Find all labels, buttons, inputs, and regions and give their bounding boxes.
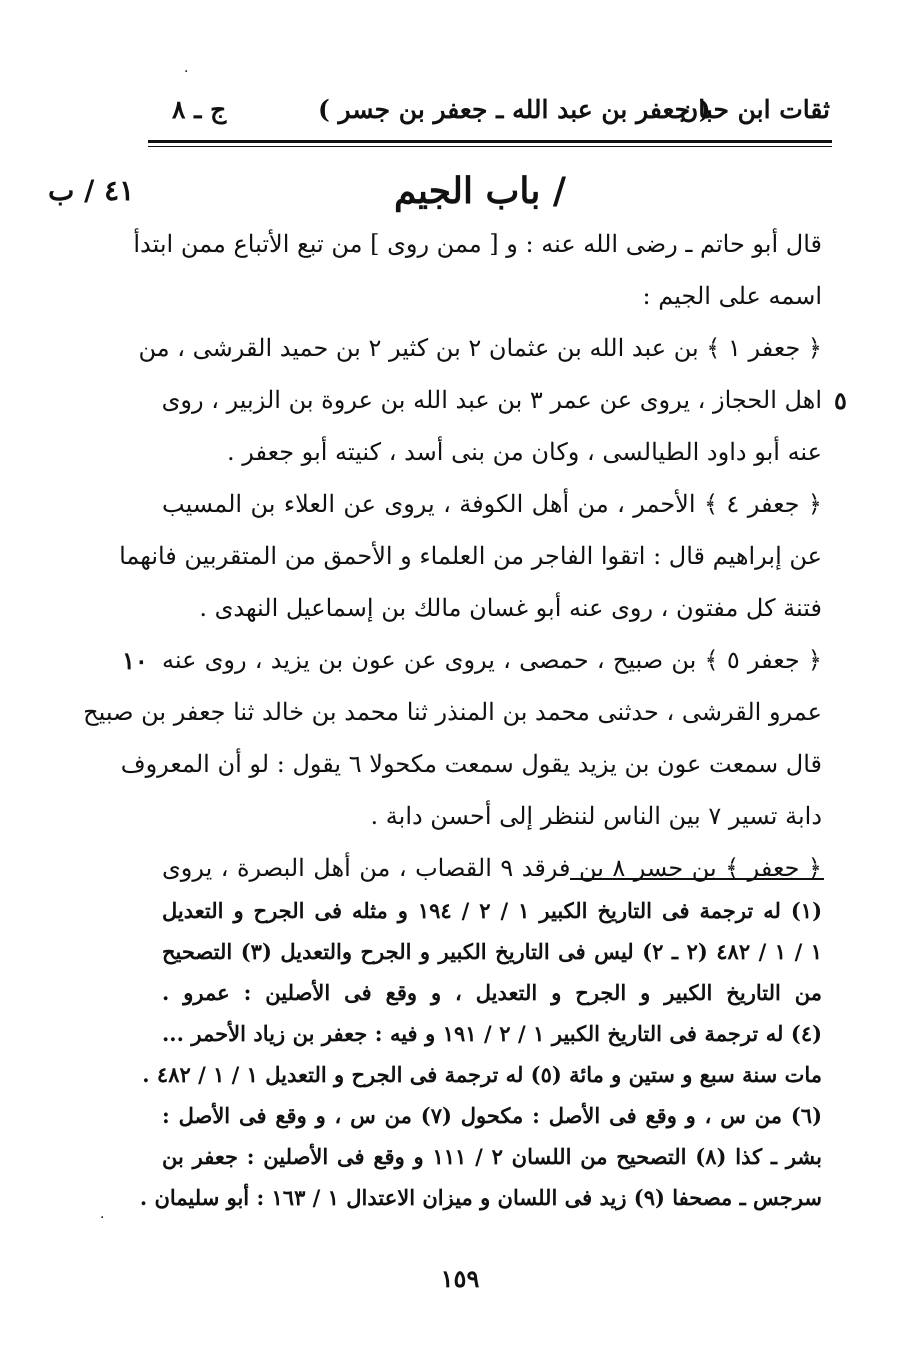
body-line: ﴿ جعفر ﴾ بن جسر ٨ بن فرقد ٩ القصاب ، من أهل البصرة ، يروى (162, 854, 822, 882)
section-label: ( جعفر بن عبد الله ـ جعفر بن جسر ) (318, 95, 711, 124)
footnote-line: من التاريخ الكبير و الجرح و التعديل ، و وقع فى الأصلين : عمرو . (162, 980, 822, 1005)
footnote-line: ١ / ١ / ٤٨٢ (٢ ـ ٢) ليس فى التاريخ الكبير و الجرح والتعديل (٣) التصحيح (162, 939, 823, 964)
chapter-title: / باب الجيم (393, 170, 567, 212)
footnote-line: (٤) له ترجمة فى التاريخ الكبير ١ / ٢ / ١٩١ و فيه : جعفر بن زياد الأحمر ... (162, 1021, 823, 1046)
footnote-line: سرجس ـ مصحفا (٩) زيد فى اللسان و ميزان الاعتدال ١ / ١٦٣ : أبو سليمان . (139, 1185, 822, 1210)
line-number-5: ٥ (834, 386, 847, 415)
page-number: ١٥٩ (440, 1264, 480, 1293)
body-line: اسمه على الجيم : (642, 282, 822, 310)
footnote-line: بشر ـ كذا (٨) التصحيح من اللسان ٢ / ١١١ و وقع فى الأصلين : جعفر بن (162, 1144, 823, 1169)
body-line: ﴿ جعفر ٤ ﴾ الأحمر ، من أهل الكوفة ، يروى عن العلاء بن المسيب (162, 490, 822, 518)
margin-speck: · (184, 64, 189, 80)
body-line: فتنة كل مفتون ، روى عنه أبو غسان مالك بن إسماعيل النهدى . (199, 594, 822, 622)
book-title: ثقات ابن حبان (679, 95, 830, 124)
footnote-line: (٦) من س ، و وقع فى الأصل : مكحول (٧) من س ، و وقع فى الأصل : (162, 1103, 822, 1128)
header-rule-thin (148, 146, 832, 147)
body-line: دابة تسير ٧ بين الناس لننظر إلى أحسن دابة . (370, 802, 822, 830)
body-line: قال سمعت عون بن يزيد يقول سمعت مكحولا ٦ يقول : لو أن المعروف (120, 750, 822, 778)
body-line: عنه أبو داود الطيالسى ، وكان من بنى أسد ، كنيته أبو جعفر . (227, 438, 822, 466)
body-line: قال أبو حاتم ـ رضى الله عنه : و [ ممن روى ] من تبع الأتباع ممن ابتدأ (133, 230, 822, 258)
body-line: عن إبراهيم قال : اتقوا الفاجر من العلماء و الأحمق من المتقربين فانهما (119, 542, 822, 570)
body-line: ﴿ جعفر ١ ﴾ بن عبد الله بن عثمان ٢ بن كثير ٢ بن حميد القرشى ، من (138, 334, 822, 362)
footnote-rule (570, 878, 824, 880)
body-line: ﴿ جعفر ٥ ﴾ بن صبيح ، حمصى ، يروى عن عون بن يزيد ، روى عنه (162, 646, 822, 674)
body-line: اهل الحجاز ، يروى عن عمر ٣ بن عبد الله بن عروة بن الزبير ، روى (161, 386, 822, 414)
running-head (150, 88, 830, 132)
footnote-line: مات سنة سبع و ستين و مائة (٥) له ترجمة فى الجرح و التعديل ١ / ١ / ٤٨٢ . (142, 1062, 822, 1087)
volume-label: ج ـ ٨ (172, 95, 227, 124)
footnotes (139, 890, 823, 1218)
margin-speck: · (100, 1210, 105, 1226)
folio-marker: ٤١ / ب (48, 174, 135, 207)
header-rule (148, 140, 832, 143)
footnote-line: (١) له ترجمة فى التاريخ الكبير ١ / ٢ / ١٩٤ و مثله فى الجرح و التعديل (162, 898, 823, 923)
body-line: عمرو القرشى ، حدثنى محمد بن المنذر ثنا محمد بن خالد ثنا جعفر بن صبيح (83, 698, 822, 726)
line-number-10: ١٠ (122, 646, 148, 675)
